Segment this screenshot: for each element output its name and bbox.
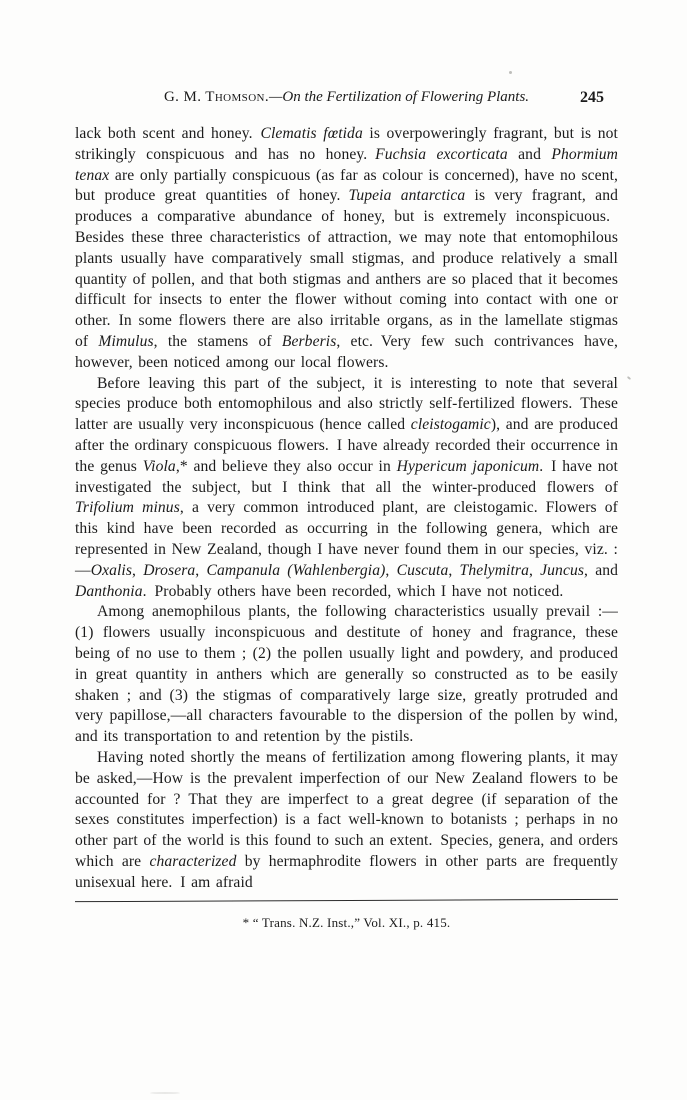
scan-speck [150,1092,180,1094]
page-number: 245 [580,89,604,106]
scan-speck [627,376,631,380]
footnote-text: * “ Trans. N.Z. Inst.,” Vol. XI., p. 415. [242,915,451,931]
article-body [75,124,618,893]
running-head [75,88,618,107]
running-head-author: G. M. Thomson. [163,89,270,105]
body-paragraph-2: Before leaving this part of the subject, it is interesting to note that several species produce both entomophilous and also strictly self-fertilized flowers. These latter are usually very inconspicuous (hence called cleistogamic), and are produced after the ordinary conspicuous flowers. I have already recorded their occurrence in the genus Viola,* and believe they also occur in Hypericum japonicum. I have not investigated the subject, but I think that all the winter-produced flowers of Trifolium minus, a very common introduced plant, are cleistogamic. Flowers of this kind have been recorded as occurring in the following genera, which are represented in New Zealand, though I have never found them in our species, viz. :—Oxalis, Drosera, Campanula (Wahlenbergia), Cuscuta, Thelymitra, Juncus, and Danthonia. Probably others have been recorded, which I have not noticed. [75,374,619,600]
body-paragraph-3: Among anemophilous plants, the following characteristics usually prevail :—(1) flowers usually inconspicuous and destitute of honey and fragrance, these being of no use to them ; (2) the pollen usually light and powdery, and produced in great quantity in anthers which are generally so constructed as to be easily shaken ; and (3) the stigmas of comparatively large size, greatly protruded and very papillose,—all characters favourable to the dispersion of the pollen by wind, and its transportation to and retention by the pistils. [75,603,618,746]
body-paragraph-1: lack both scent and honey. Clematis fœtida is overpoweringly fragrant, but is not strikingly conspicuous and has no honey. Fuchsia excorticata and Phormium tenax are only partially conspicuous (as far as colour is concerned), have no scent, but produce great quantities of honey. Tupeia antarctica is very fragrant, and produces a comparative abundance of honey, but is extremely inconspicuous. Besides these three characteristics of attraction, we may note that entomophilous plants usually have comparatively small stigmas, and produce relatively a small quantity of pollen, and that both stigmas and anthers are so placed that it becomes difficult for insects to enter the flower without coming into contact with one or other. In some flowers there are also irritable organs, as in the lamellate stigmas of Mimulus, the stamens of Berberis, etc. Very few such contrivances have, however, been noticed among our local flowers. [75,125,619,371]
body-paragraph-4: Having noted shortly the means of fertilization among flowering plants, it may be asked,—How is the prevalent imperfection of our New Zealand flowers to be accounted for ? That they are imperfect to a great degree (if separation of the sexes constitutes imperfection) is a fact well-known to botanists ; perhaps in no other part of the world is this found to such an extent. Species, genera, and orders which are characterized by hermaphrodite flowers in other parts are frequently unisexual here. I am afraid [75,748,618,891]
footnote-separator-rule [75,899,618,902]
running-head-title: —On the Fertilization of Flowering Plants. [269,89,530,105]
scan-speck [509,71,512,74]
